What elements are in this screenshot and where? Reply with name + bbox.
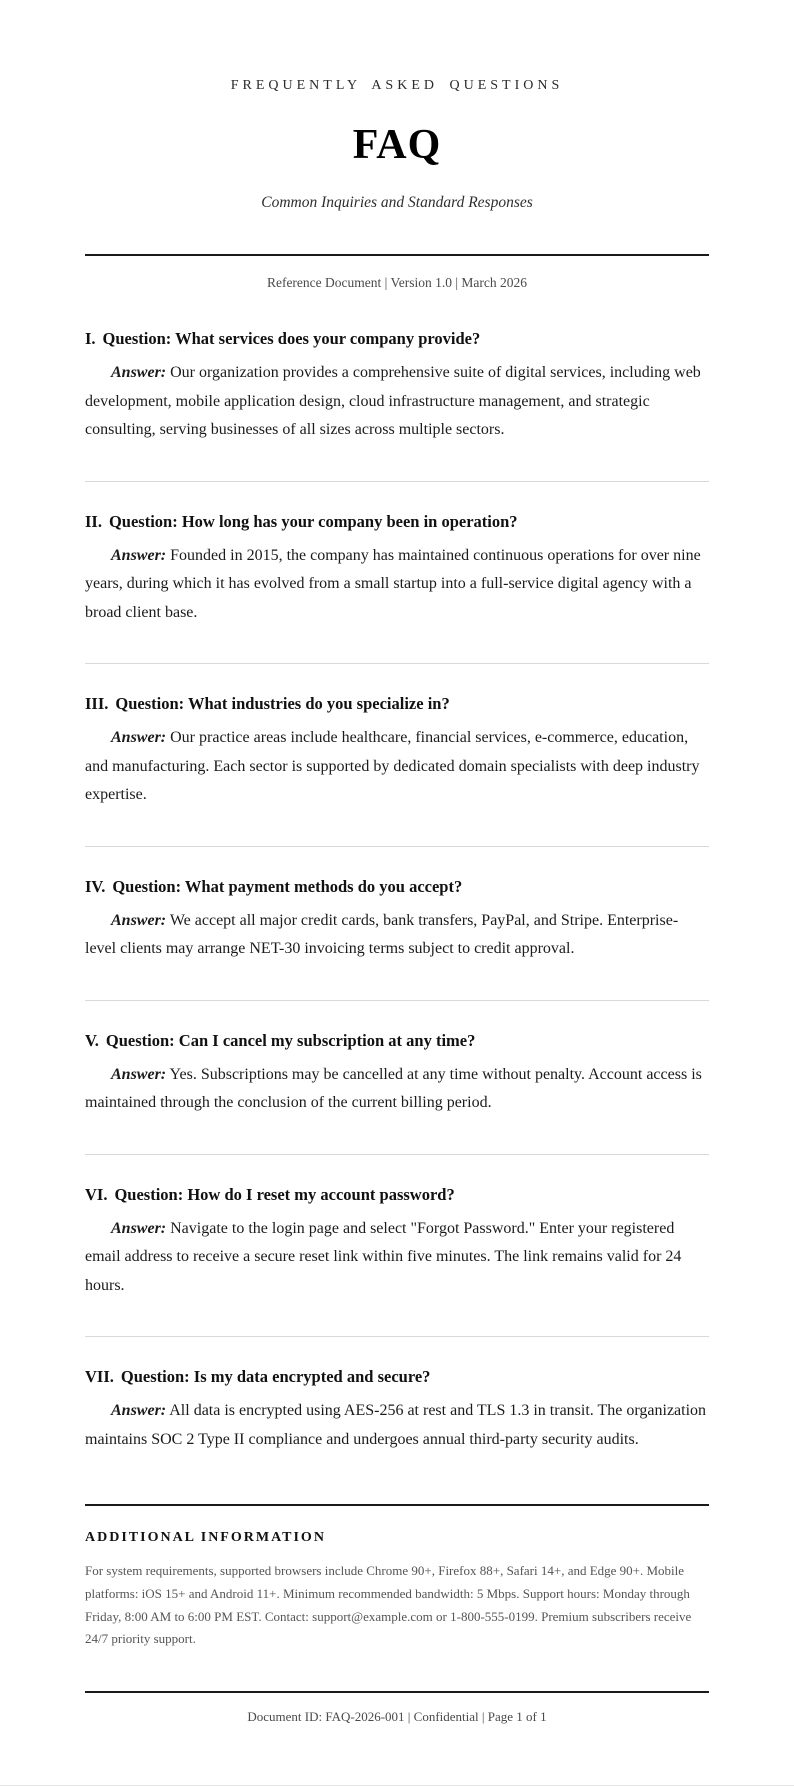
faq-question-text: Question: What payment methods do you accept? [112, 876, 463, 896]
section-divider [85, 481, 709, 482]
faq-numeral: V. [85, 1030, 99, 1050]
faq-item-1 [85, 327, 709, 445]
faq-question [85, 1183, 709, 1206]
faq-question-text: Question: Is my data encrypted and secure? [120, 1367, 431, 1387]
faq-numeral: III. [85, 694, 109, 713]
answer-label: Answer: [111, 1219, 167, 1237]
faq-answer [85, 359, 709, 444]
document-eyebrow: FREQUENTLY ASKED QUESTIONS [230, 78, 564, 93]
faq-numeral: VI. [85, 1184, 108, 1204]
faq-answer [85, 724, 709, 809]
faq-answer [85, 1215, 709, 1300]
faq-question [85, 510, 709, 533]
faq-list [85, 327, 709, 1454]
footer-rule [85, 1691, 709, 1693]
additional-information-section [85, 1504, 709, 1651]
answer-text: Our practice areas include healthcare, financial services, e-commerce, education, and manufacturing. Each sector is supported by dedicated domain specialists with deep industry expertise. [85, 729, 700, 804]
answer-text: Navigate to the login page and select "Forgot Password." Enter your registered email address to receive a secure reset link within five minutes. The link remains valid for 24 hours. [85, 1219, 682, 1294]
additional-heading: ADDITIONAL INFORMATION [85, 1530, 326, 1546]
faq-item-2 [85, 510, 709, 628]
faq-item-5 [85, 1029, 709, 1118]
faq-question-text: Question: How long has your company been in operation? [108, 511, 518, 531]
faq-question-text: Question: How do I reset my account password? [114, 1184, 455, 1204]
additional-top-rule [85, 1504, 709, 1506]
faq-answer [85, 1061, 709, 1118]
document-footer [85, 1691, 709, 1725]
faq-question-text: Question: What services does your company provide? [102, 329, 481, 348]
faq-answer [85, 1397, 709, 1454]
faq-question [85, 875, 709, 898]
document-subtitle: Common Inquiries and Standard Responses [261, 194, 533, 211]
answer-text: Yes. Subscriptions may be cancelled at any time without penalty. Account access is maintained through the conclusion of the current billing period. [85, 1065, 702, 1112]
faq-question-text: Question: What industries do you specialize in? [115, 694, 450, 713]
faq-item-7 [85, 1365, 709, 1454]
faq-item-3 [85, 692, 709, 810]
answer-label: Answer: [111, 729, 167, 747]
answer-label: Answer: [111, 911, 167, 929]
document-header [85, 78, 709, 291]
answer-label: Answer: [111, 546, 167, 564]
faq-question [85, 692, 709, 715]
answer-label: Answer: [111, 1065, 167, 1083]
section-divider [85, 846, 709, 847]
section-divider [85, 1000, 709, 1001]
answer-text: Our organization provides a comprehensive suite of digital services, including web development, mobile application design, cloud infrastructure management, and strategic consulting, serving businesses of all sizes across multiple sectors. [85, 364, 701, 439]
faq-question [85, 1365, 709, 1388]
faq-question [85, 1029, 709, 1052]
answer-label: Answer: [111, 364, 167, 382]
answer-text: We accept all major credit cards, bank transfers, PayPal, and Stripe. Enterprise-level clients may arrange NET-30 invoicing terms subject to credit approval. [85, 911, 679, 958]
faq-answer [85, 542, 709, 627]
faq-item-4 [85, 875, 709, 964]
faq-numeral: IV. [85, 876, 106, 896]
faq-numeral: II. [85, 511, 102, 531]
section-divider [85, 663, 709, 664]
answer-text: All data is encrypted using AES-256 at rest and TLS 1.3 in transit. The organization maintains SOC 2 Type II compliance and undergoes annual third-party security audits. [85, 1402, 707, 1448]
additional-body: For system requirements, supported browsers include Chrome 90+, Firefox 88+, Safari 14+, and Edge 90+. Mobile platforms: iOS 15+ and Android 11+. Minimum recommended bandwidth: 5 Mbps. Support hours: Monday through Friday, 8:00 AM to 6:00 PM EST. Contact: support@example.com or 1-800-555-0199. Premium subscribers receive 24/7 priority support. [85, 1563, 692, 1647]
faq-item-6 [85, 1183, 709, 1301]
section-divider [85, 1154, 709, 1155]
header-rule [85, 254, 709, 256]
section-divider [85, 1336, 709, 1337]
answer-text: Founded in 2015, the company has maintained continuous operations for over nine years, during which it has evolved from a small startup into a full-service digital agency with a broad client base. [85, 546, 701, 621]
faq-numeral: VII. [85, 1367, 114, 1387]
faq-answer [85, 907, 709, 964]
faq-question [85, 327, 709, 350]
faq-question-text: Question: Can I cancel my subscription at any time? [105, 1030, 476, 1050]
document-meta-line: Reference Document | Version 1.0 | March 2026 [266, 275, 528, 290]
faq-numeral: I. [85, 329, 96, 348]
footer-meta-line: Document ID: FAQ-2026-001 | Confidential | Page 1 of 1 [247, 1709, 547, 1725]
document-title: FAQ [352, 122, 442, 168]
answer-label: Answer: [111, 1402, 167, 1420]
